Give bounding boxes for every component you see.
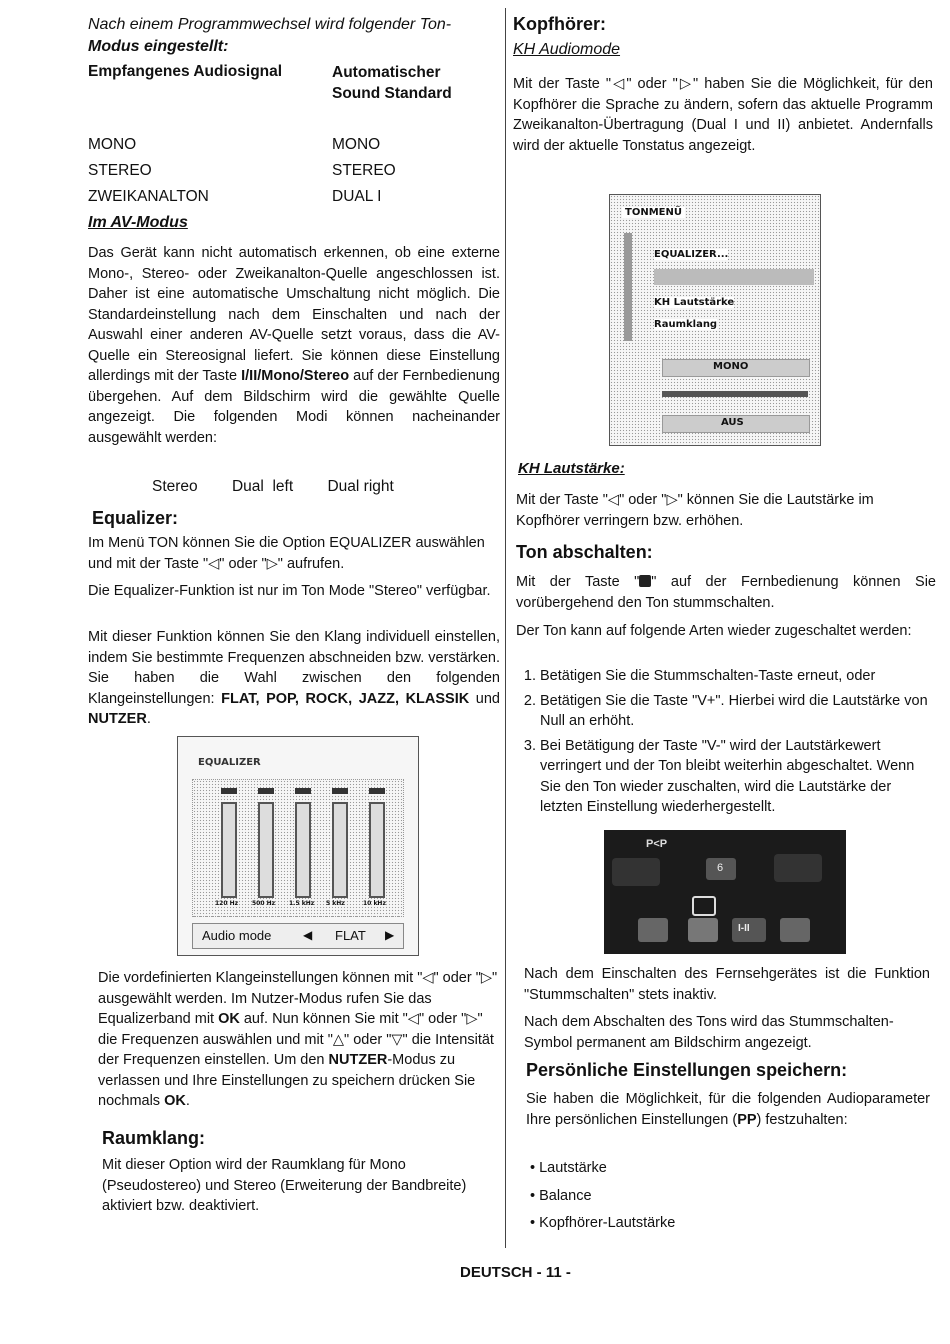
kopfhoerer-heading: Kopfhörer:	[513, 14, 606, 34]
signal-table	[88, 136, 396, 214]
mute-paragraph-1	[516, 572, 936, 613]
eq-options: FLAT, POP, ROCK, JAZZ, KLASSIK	[221, 690, 470, 707]
list-item: 1. Betätigen Sie die Stummschalten-Taste erneut, oder	[540, 666, 932, 687]
persoenliche-heading: Persönliche Einstellungen speichern:	[526, 1060, 848, 1080]
menu-item-kh-lautstaerke[interactable]: KH Lautstärke	[654, 297, 735, 308]
remote-button	[774, 854, 822, 882]
after-text-1: Nach dem Einschalten des Fernsehgerätes ist die Funktion "Stummschalten" stets inaktiv.	[524, 966, 930, 1003]
table-cell: MONO	[332, 136, 381, 153]
kh-audiomode-text: Mit der Taste "◁" oder "▷" haben Sie die Möglichkeit, für den Kopfhörer die Sprache zu ändern, sofern das aktuelle Programm Zweikanalton-Übertragung (Dual I und II) anbietet. Andernfalls wird der aktuelle Tonstatus angezeigt.	[513, 76, 933, 154]
kh-audiomode-heading: KH Audiomode	[513, 41, 621, 58]
value-row-aus[interactable]	[662, 415, 810, 433]
eq-paragraph-1: Im Menü TON können Sie die Option EQUALIZER auswählen und mit der Taste "◁" oder "▷" aufrufen.	[88, 535, 485, 572]
list-item: • Kopfhörer-Lautstärke	[530, 1215, 676, 1231]
table-cell: STEREO	[88, 162, 152, 179]
mute-paragraph-2: Der Ton kann auf folgende Arten wieder zugeschaltet werden:	[516, 623, 912, 639]
table-row	[88, 136, 396, 162]
kh-lautstaerke-heading: KH Lautstärke:	[518, 460, 625, 477]
mute-icon	[639, 575, 651, 587]
equalizer-band-slider[interactable]	[221, 802, 237, 898]
equalizer-band-knob[interactable]	[332, 788, 348, 794]
table-header-auto-line-1: Automatischer	[332, 64, 441, 81]
key-6-button	[706, 858, 736, 880]
audio-mode-value: FLAT	[335, 928, 366, 943]
ton-abschalten-heading: Ton abschalten:	[516, 542, 653, 562]
eq-p3-end: .	[146, 711, 151, 727]
persoenliche-text	[526, 1089, 930, 1130]
audio-mode-label: Audio mode	[202, 928, 272, 943]
mode-list	[152, 478, 482, 496]
table-cell: DUAL I	[332, 188, 382, 205]
pers-text-b: ) festzuhalten:	[756, 1111, 848, 1128]
intro-title-line-2: Modus eingestellt:	[88, 38, 229, 55]
equalizer-screen-title: EQUALIZER	[198, 757, 261, 768]
menu-item-equalizer[interactable]: EQUALIZER...	[654, 249, 729, 260]
table-cell: MONO	[88, 136, 137, 153]
equalizer-screen	[177, 736, 419, 956]
equalizer-band-slider[interactable]	[258, 802, 274, 898]
av-heading: Im AV-Modus	[88, 214, 188, 231]
mode-item: Dual right	[327, 478, 394, 495]
table-cell: ZWEIKANALTON	[88, 188, 209, 205]
restore-steps	[516, 666, 932, 822]
presets-text-4: .	[185, 1093, 190, 1109]
list-item: • Lautstärke	[530, 1160, 607, 1176]
equalizer-band-label: 5 kHz	[326, 900, 345, 907]
eq-paragraph-2: Die Equalizer-Funktion ist nur im Ton Mode "Stereo" verfügbar.	[88, 583, 491, 599]
value-mono: MONO	[713, 361, 749, 372]
kh-lautstaerke-text: Mit der Taste "◁" oder "▷" können Sie die Lautstärke im Kopfhörer verringern bzw. erhöhen.	[516, 492, 874, 529]
table-header-auto	[332, 62, 452, 104]
ok-key: OK	[164, 1093, 186, 1109]
presets-text-3: -Modus zu verlassen und Ihre Einstellungen zu speichern drücken Sie nochmals	[98, 1052, 476, 1109]
raumklang-heading: Raumklang:	[102, 1128, 206, 1148]
equalizer-band-knob[interactable]	[221, 788, 237, 794]
list-item: • Balance	[530, 1187, 592, 1204]
table-cell: STEREO	[332, 162, 396, 179]
mode-item: Dual left	[231, 478, 294, 495]
equalizer-band-label: 500 Hz	[252, 900, 276, 907]
table-row	[88, 188, 396, 214]
scrollbar[interactable]	[624, 233, 632, 341]
table-header-received: Empfangenes Audiosignal	[88, 63, 283, 80]
key-ii-button	[732, 918, 766, 942]
screen-mode-icon	[692, 896, 716, 916]
av-text	[88, 243, 500, 448]
remote-button	[638, 918, 668, 942]
equalizer-band-knob[interactable]	[369, 788, 385, 794]
nutzer-key: NUTZER	[328, 1052, 388, 1068]
tonmenu-title: TONMENÜ	[622, 207, 685, 218]
intro-title-line-1: Nach einem Programmwechsel wird folgender Ton-	[88, 16, 452, 33]
right-arrow-icon[interactable]: ▶	[385, 928, 395, 942]
av-text-part-2: auf der Fernbedienung übergehen. Auf dem Bildschirm wird die gewählte Quelle angezeigt. Die folgenden Modi können nacheinander ausgewählt werden:	[88, 368, 500, 446]
mode-item: Stereo	[152, 478, 198, 495]
equalizer-band-label: 10 kHz	[363, 900, 386, 907]
value-row-mono[interactable]	[662, 359, 810, 377]
presets-text-2: auf. Nun können Sie mit "◁" oder "▷" die Frequenzen auswählen und mit "△" oder "▽" die Intensität der Frequenzen einstellen. Um den	[98, 1011, 494, 1068]
remote-button	[688, 918, 718, 942]
equalizer-band-slider[interactable]	[332, 802, 348, 898]
eq-p3-and: und	[469, 690, 500, 707]
pers-text-a: Sie haben die Möglichkeit, für die folgenden Audioparameter Ihre persönlichen Einstellungen (	[526, 1091, 930, 1128]
intro-title	[88, 14, 500, 58]
pp-label: PP	[737, 1111, 757, 1128]
remote-button	[612, 858, 660, 886]
audio-mode-row[interactable]	[192, 923, 404, 949]
audio-params-list	[530, 1158, 675, 1241]
eq-p3-text: Mit dieser Funktion können Sie den Klang individuell einstellen, indem Sie bestimmte Frequenzen abschneiden bzw. verstärken. Sie haben die Wahl zwischen den folgenden Klangeinstellungen:	[88, 629, 500, 707]
av-key: I/II/Mono/Stereo	[241, 368, 350, 384]
equalizer-band-panel	[192, 779, 404, 917]
remote-image	[604, 830, 846, 954]
av-text-part-1: Das Gerät kann nicht automatisch erkennen, ob eine externe Mono-, Stereo- oder Zweikanalton-Quelle angeschlossen ist. Daher ist eine automatische Umschaltung nicht möglich. Die Standardeinstellung nach dem Einschalten und nach der Auswahl einer anderen AV-Quelle setzt voraus, dass die AV-Quelle ein Stereosignal liefert. Sie können diese Einstellung allerdings mit der Taste	[88, 245, 500, 384]
key-6-label: 6	[717, 862, 724, 874]
list-item: 3. Bei Betätigung der Taste "V-" wird der Lautstärkewert verringert und der Ton bleibt weiterhin abgeschaltet. Wenn Sie den Ton wieder zuschalten, wird die Lautstärke der letzten Einstellung wiederhergestellt.	[540, 736, 932, 818]
equalizer-band-slider[interactable]	[369, 802, 385, 898]
equalizer-band-knob[interactable]	[295, 788, 311, 794]
key-ii-label: I-II	[738, 923, 750, 934]
after-text-2: Nach dem Abschalten des Tons wird das Stummschalten-Symbol permanent am Bildschirm angezeigt.	[524, 1014, 894, 1051]
left-arrow-icon[interactable]: ◀	[303, 928, 313, 942]
equalizer-heading: Equalizer:	[92, 508, 179, 528]
ok-key: OK	[218, 1011, 240, 1027]
mute-p1-b: " auf der Fernbedienung können Sie vorübergehend den Ton stummschalten.	[516, 574, 936, 611]
menu-item-raumklang[interactable]: Raumklang	[654, 319, 718, 330]
volume-bar[interactable]	[662, 391, 808, 397]
page-footer: DEUTSCH - 11 -	[460, 1264, 571, 1281]
presets-text-1: Die vordefinierten Klangeinstellungen können mit "◁" oder "▷" ausgewählt werden. Im Nutzer-Modus rufen Sie das Equalizerband mit	[98, 970, 498, 1027]
presets-text	[98, 968, 504, 1112]
tonmenu-screen	[609, 194, 821, 446]
table-row	[88, 162, 396, 188]
list-item: 2. Betätigen Sie die Taste "V+". Hierbei wird die Lautstärke von Null an erhöht.	[540, 691, 932, 732]
equalizer-band-label: 1.5 kHz	[289, 900, 315, 907]
raumklang-text: Mit dieser Option wird der Raumklang für Mono (Pseudostereo) und Stereo (Erweiterung der Bandbreite) aktiviert bzw. deaktiviert.	[102, 1157, 467, 1214]
table-header-auto-line-2: Sound Standard	[332, 85, 452, 102]
column-divider	[505, 8, 506, 1248]
value-aus: AUS	[721, 417, 744, 428]
pap-label: P<P	[646, 838, 668, 850]
equalizer-band-label: 120 Hz	[215, 900, 239, 907]
mute-p1-a: Mit der Taste "	[516, 574, 640, 590]
eq-option-nutzer: NUTZER	[88, 711, 147, 727]
equalizer-band-knob[interactable]	[258, 788, 274, 794]
menu-item-selected[interactable]	[654, 269, 814, 285]
eq-paragraph-3	[88, 627, 500, 730]
mute-key	[780, 918, 810, 942]
equalizer-band-slider[interactable]	[295, 802, 311, 898]
